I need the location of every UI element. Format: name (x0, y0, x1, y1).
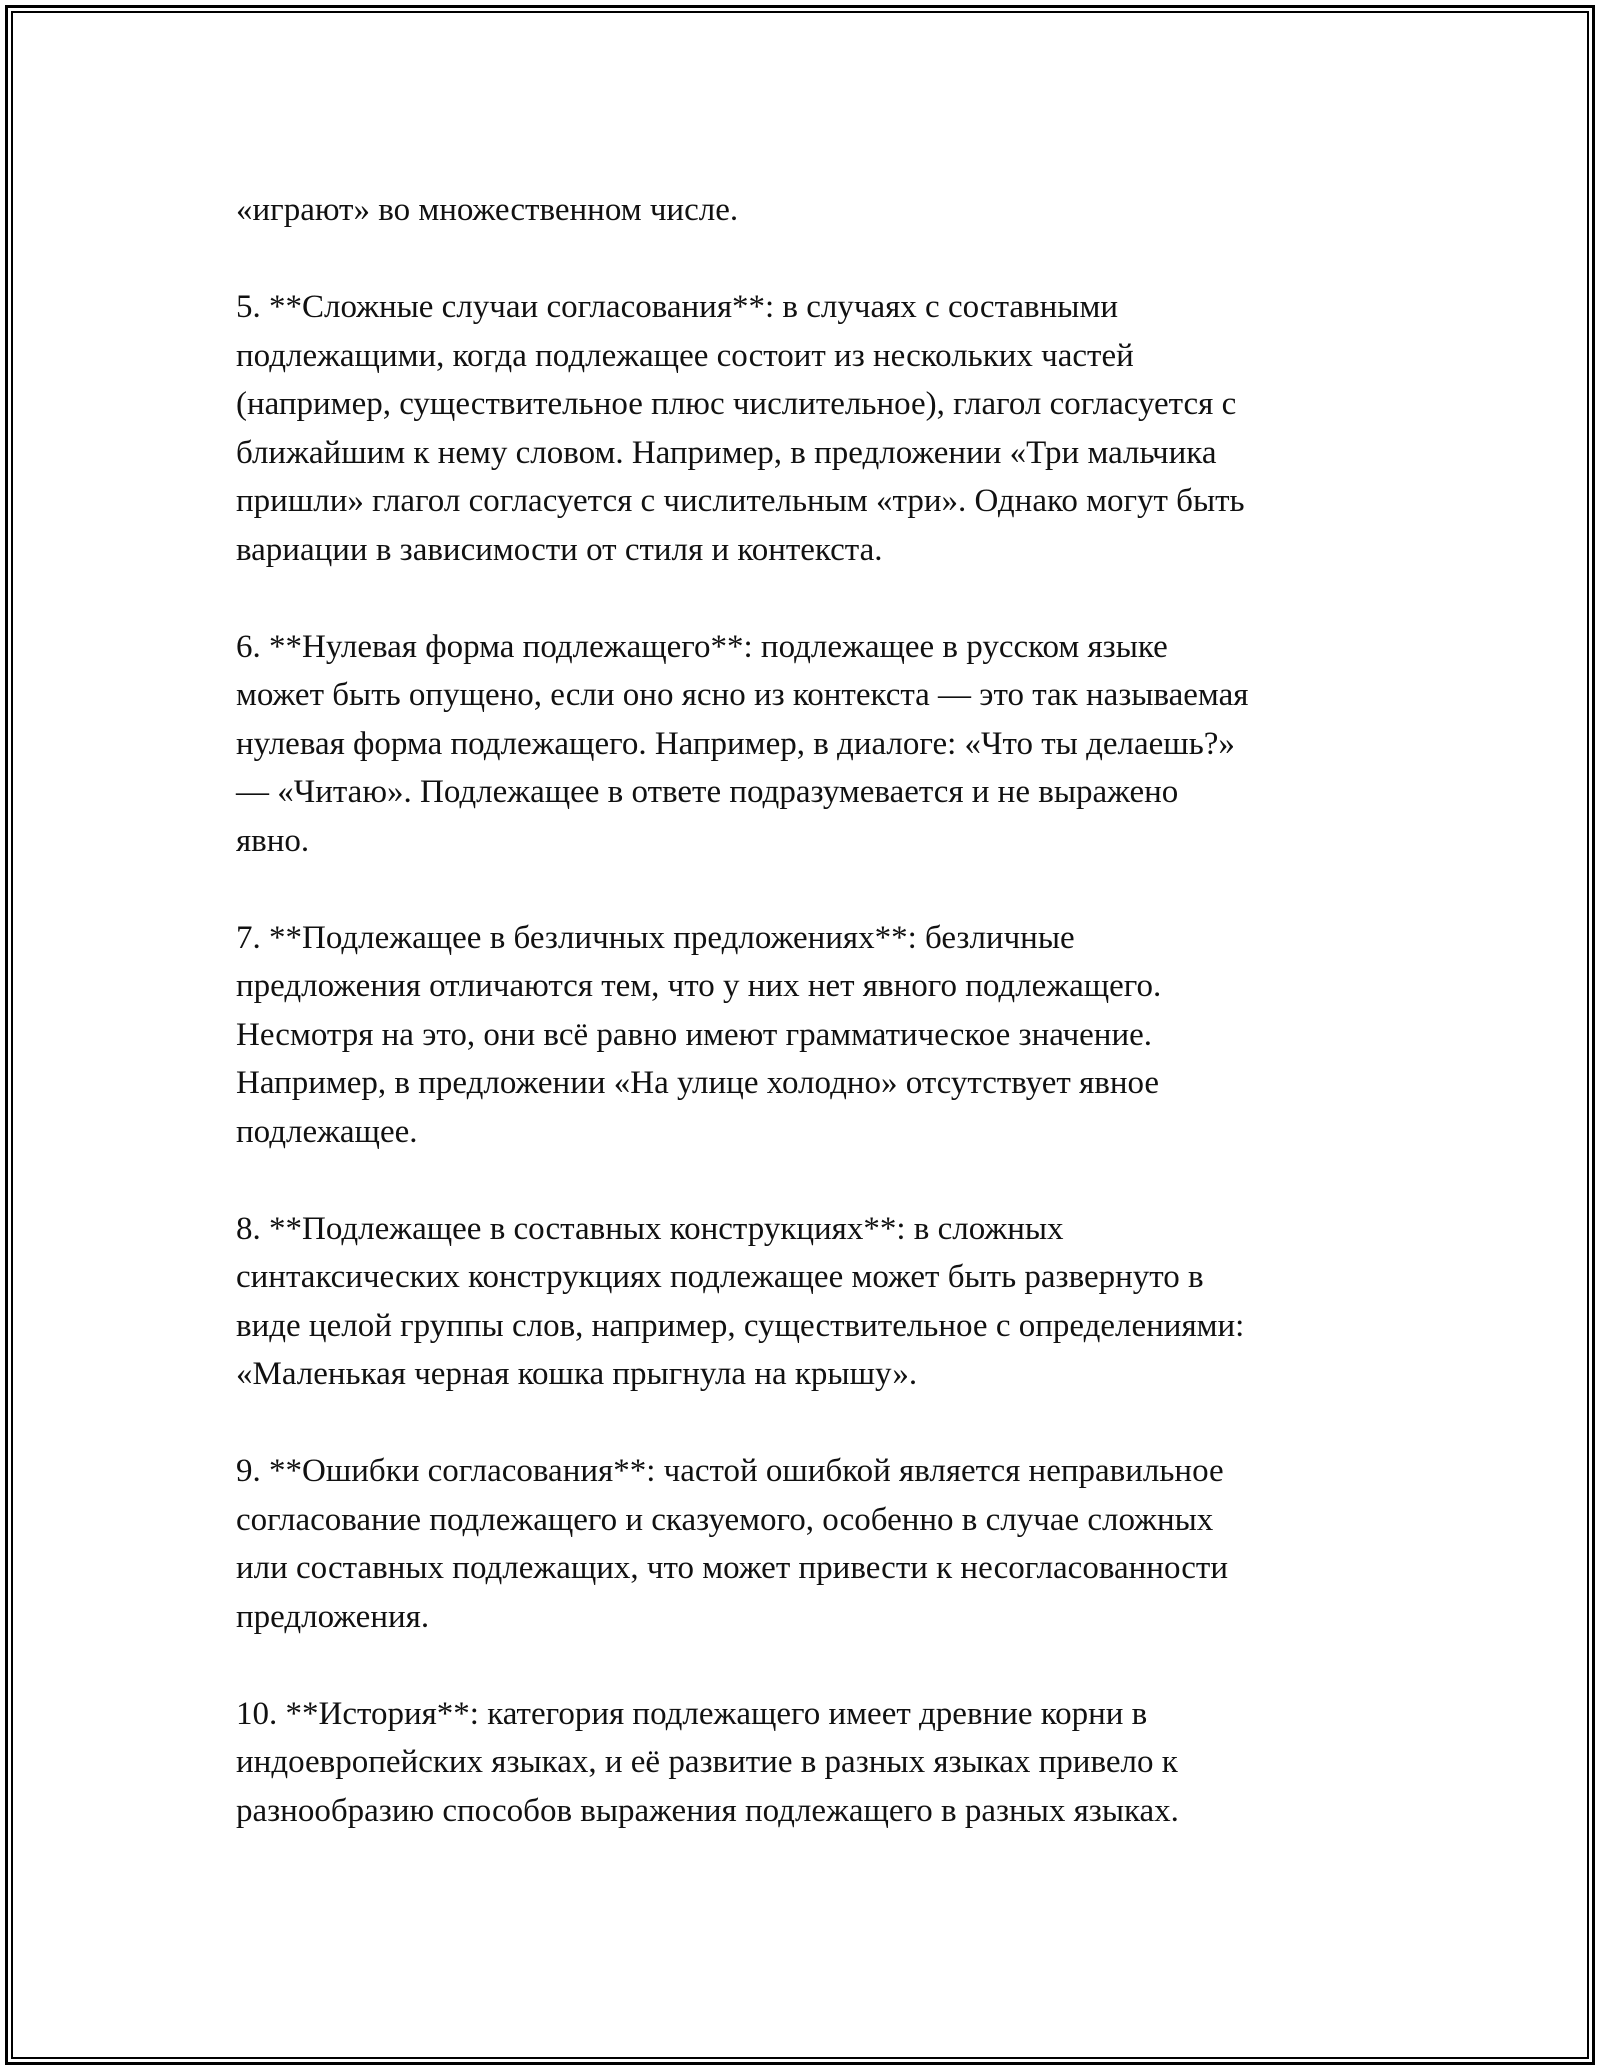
paragraph-item-5: 5. **Сложные случаи согласования**: в случаях с составными подлежащими, когда подлежащее состоит из нескольких частей (например, существительное плюс числительное), глагол согласуется с ближайшим к нему словом. Например, в предложении «Три мальчика пришли» глагол согласуется с числительным «три». Однако могут быть вариации в зависимости от стиля и контекста. (236, 289, 1245, 568)
document-body (236, 186, 1376, 1884)
paragraph-item-10: 10. **История**: категория подлежащего имеет древние корни в индоевропейских языках, и её развитие в разных языках привело к разнообразию способов выражения подлежащего в разных языках. (236, 1695, 1179, 1829)
paragraph-item-8: 8. **Подлежащее в составных конструкциях**: в сложных синтаксических конструкциях подлежащее может быть развернуто в виде целой группы слов, например, существительное с определениями: «Маленькая черная кошка прыгнула на крышу». (236, 1210, 1245, 1392)
paragraph-item-9: 9. **Ошибки согласования**: частой ошибкой является неправильное согласование подлежащего и сказуемого, особенно в случае сложных или составных подлежащих, что может привести к несогласованности предложения. (236, 1453, 1228, 1635)
paragraph-continuation: «играют» во множественном числе. (236, 192, 739, 228)
paragraph-item-7: 7. **Подлежащее в безличных предложениях**: безличные предложения отличаются тем, что у них нет явного подлежащего. Несмотря на это, они всё равно имеют грамматическое значение. Например, в предложении «На улице холодно» отсутствует явное подлежащее. (236, 919, 1162, 1150)
paragraph-item-6: 6. **Нулевая форма подлежащего**: подлежащее в русском языке может быть опущено, если оно ясно из контекста — это так называемая нулевая форма подлежащего. Например, в диалоге: «Что ты делаешь?» — «Читаю». Подлежащее в ответе подразумевается и не выражено явно. (236, 628, 1249, 859)
